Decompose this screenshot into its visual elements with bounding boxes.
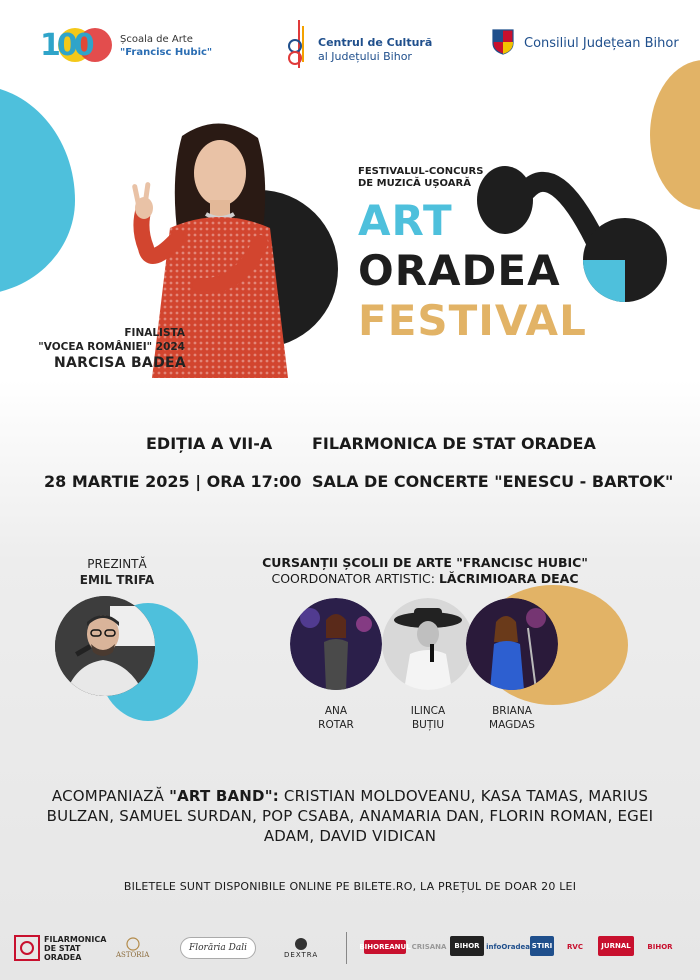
presenter-block [62, 556, 172, 588]
media-infooradea: infoOradea [486, 943, 530, 951]
filarmonica-line3: ORADEA [44, 952, 82, 962]
council-shield-icon [492, 29, 514, 55]
student-ana [290, 704, 382, 732]
decor-blue-shape [0, 85, 75, 295]
student-first-name: ANA [324, 705, 348, 717]
student-last-name: ROTAR [318, 719, 354, 731]
student-first-name: BRIANA [492, 705, 532, 717]
students-title: CURSANȚII ȘCOLII DE ARTE "FRANCISC HUBIC" [262, 555, 588, 570]
school-logo [40, 24, 112, 68]
culture-center-name [318, 36, 432, 64]
media-crisana: CRISANA [411, 943, 447, 951]
culture-center-line2: al Județului Bihor [318, 50, 412, 63]
sponsor-separator [346, 932, 347, 964]
student-photo-ilinca [382, 598, 474, 690]
sponsor-bar [14, 928, 694, 968]
school-name [120, 33, 212, 59]
culture-center-line1: Centrul de Cultură [318, 36, 433, 49]
sponsor-florarie [180, 928, 256, 968]
school-logo-number: 100 [40, 28, 91, 63]
guest-label [38, 326, 185, 354]
media-rvc: RVC [567, 943, 583, 951]
band-credits [40, 786, 660, 846]
band-prefix: ACOMPANIAZĂ [51, 787, 165, 805]
guest-name: NARCISA BADEA [53, 355, 186, 371]
event-edition: EDIȚIA A VII-A [146, 434, 273, 453]
sponsor-astoria [116, 928, 149, 968]
filarmonica-line1: FILARMONICA [44, 934, 107, 944]
festival-subtitle-line2: DE MUZICĂ UȘOARĂ [358, 178, 471, 189]
student-last-name: MAGDAS [489, 719, 535, 731]
guest-label-line2: "VOCEA ROMÂNIEI" 2024 [38, 341, 185, 353]
dextra-crest-icon [294, 937, 308, 951]
school-name-line2: "Francisc Hubic" [120, 47, 213, 58]
students-heading [200, 555, 650, 587]
media-bihor-2: BIHOR [647, 943, 673, 951]
sponsor-dextra [284, 928, 318, 968]
student-last-name: BUȚIU [411, 719, 445, 731]
student-photo-ana [290, 598, 382, 690]
filarmonica-line2: DE STAT [44, 943, 81, 953]
presenter-photo [55, 596, 155, 696]
student-briana [466, 704, 558, 732]
event-datetime: 28 MARTIE 2025 | ORA 17:00 [44, 472, 302, 491]
presenter-label: PREZINTĂ [87, 557, 147, 571]
filarmonica-logo-icon [14, 935, 40, 961]
student-photo-briana [466, 598, 558, 690]
culture-center-logo [288, 18, 310, 70]
band-members: CRISTIAN MOLDOVEANU, KASA TAMAS, MARIUS BULZAN, SAMUEL SURDAN, POP CSABA, ANAMARIA DAN, FLORIN ROMAN, EGEI ADAM, DAVID VIDICAN [46, 787, 654, 845]
festival-subtitle-line1: FESTIVALUL-CONCURS [358, 166, 484, 177]
media-stiri: STIRI [530, 936, 554, 956]
astoria-crest-icon [126, 937, 140, 951]
council-name: Consiliul Județean Bihor [524, 36, 679, 51]
festival-title-art: ART [358, 196, 453, 245]
festival-subtitle [358, 166, 483, 190]
dextra-name: DEXTRA [284, 950, 319, 959]
band-name: "ART BAND": [169, 787, 279, 805]
sponsor-filarmonica [14, 928, 106, 968]
media-jurnal: JURNAL [598, 936, 634, 956]
guest-label-line1: FINALISTA [124, 327, 185, 339]
event-venue: FILARMONICA DE STAT ORADEA [312, 434, 596, 453]
florarie-name: Florăria Dali [180, 937, 256, 959]
festival-title-festival: FESTIVAL [358, 296, 587, 345]
astoria-name: ASTORIA [116, 950, 150, 959]
coordinator-name: LĂCRIMIOARA DEAC [438, 571, 579, 586]
tickets-info: BILETELE SUNT DISPONIBILE ONLINE PE BILETE.RO, LA PREȚUL DE DOAR 20 LEI [123, 880, 577, 893]
media-bihor: BIHOR [450, 936, 484, 956]
festival-title-oradea: ORADEA [358, 246, 561, 295]
presenter-name: EMIL TRIFA [79, 573, 155, 587]
school-name-line1: Școala de Arte [120, 34, 193, 45]
media-bihoreanul: BIHOREANUL [364, 940, 406, 954]
student-ilinca [382, 704, 474, 732]
student-first-name: ILINCA [410, 705, 446, 717]
event-hall: SALA DE CONCERTE "ENESCU - BARTOK" [312, 472, 674, 491]
coordinator-label: COORDONATOR ARTISTIC: [271, 571, 435, 586]
